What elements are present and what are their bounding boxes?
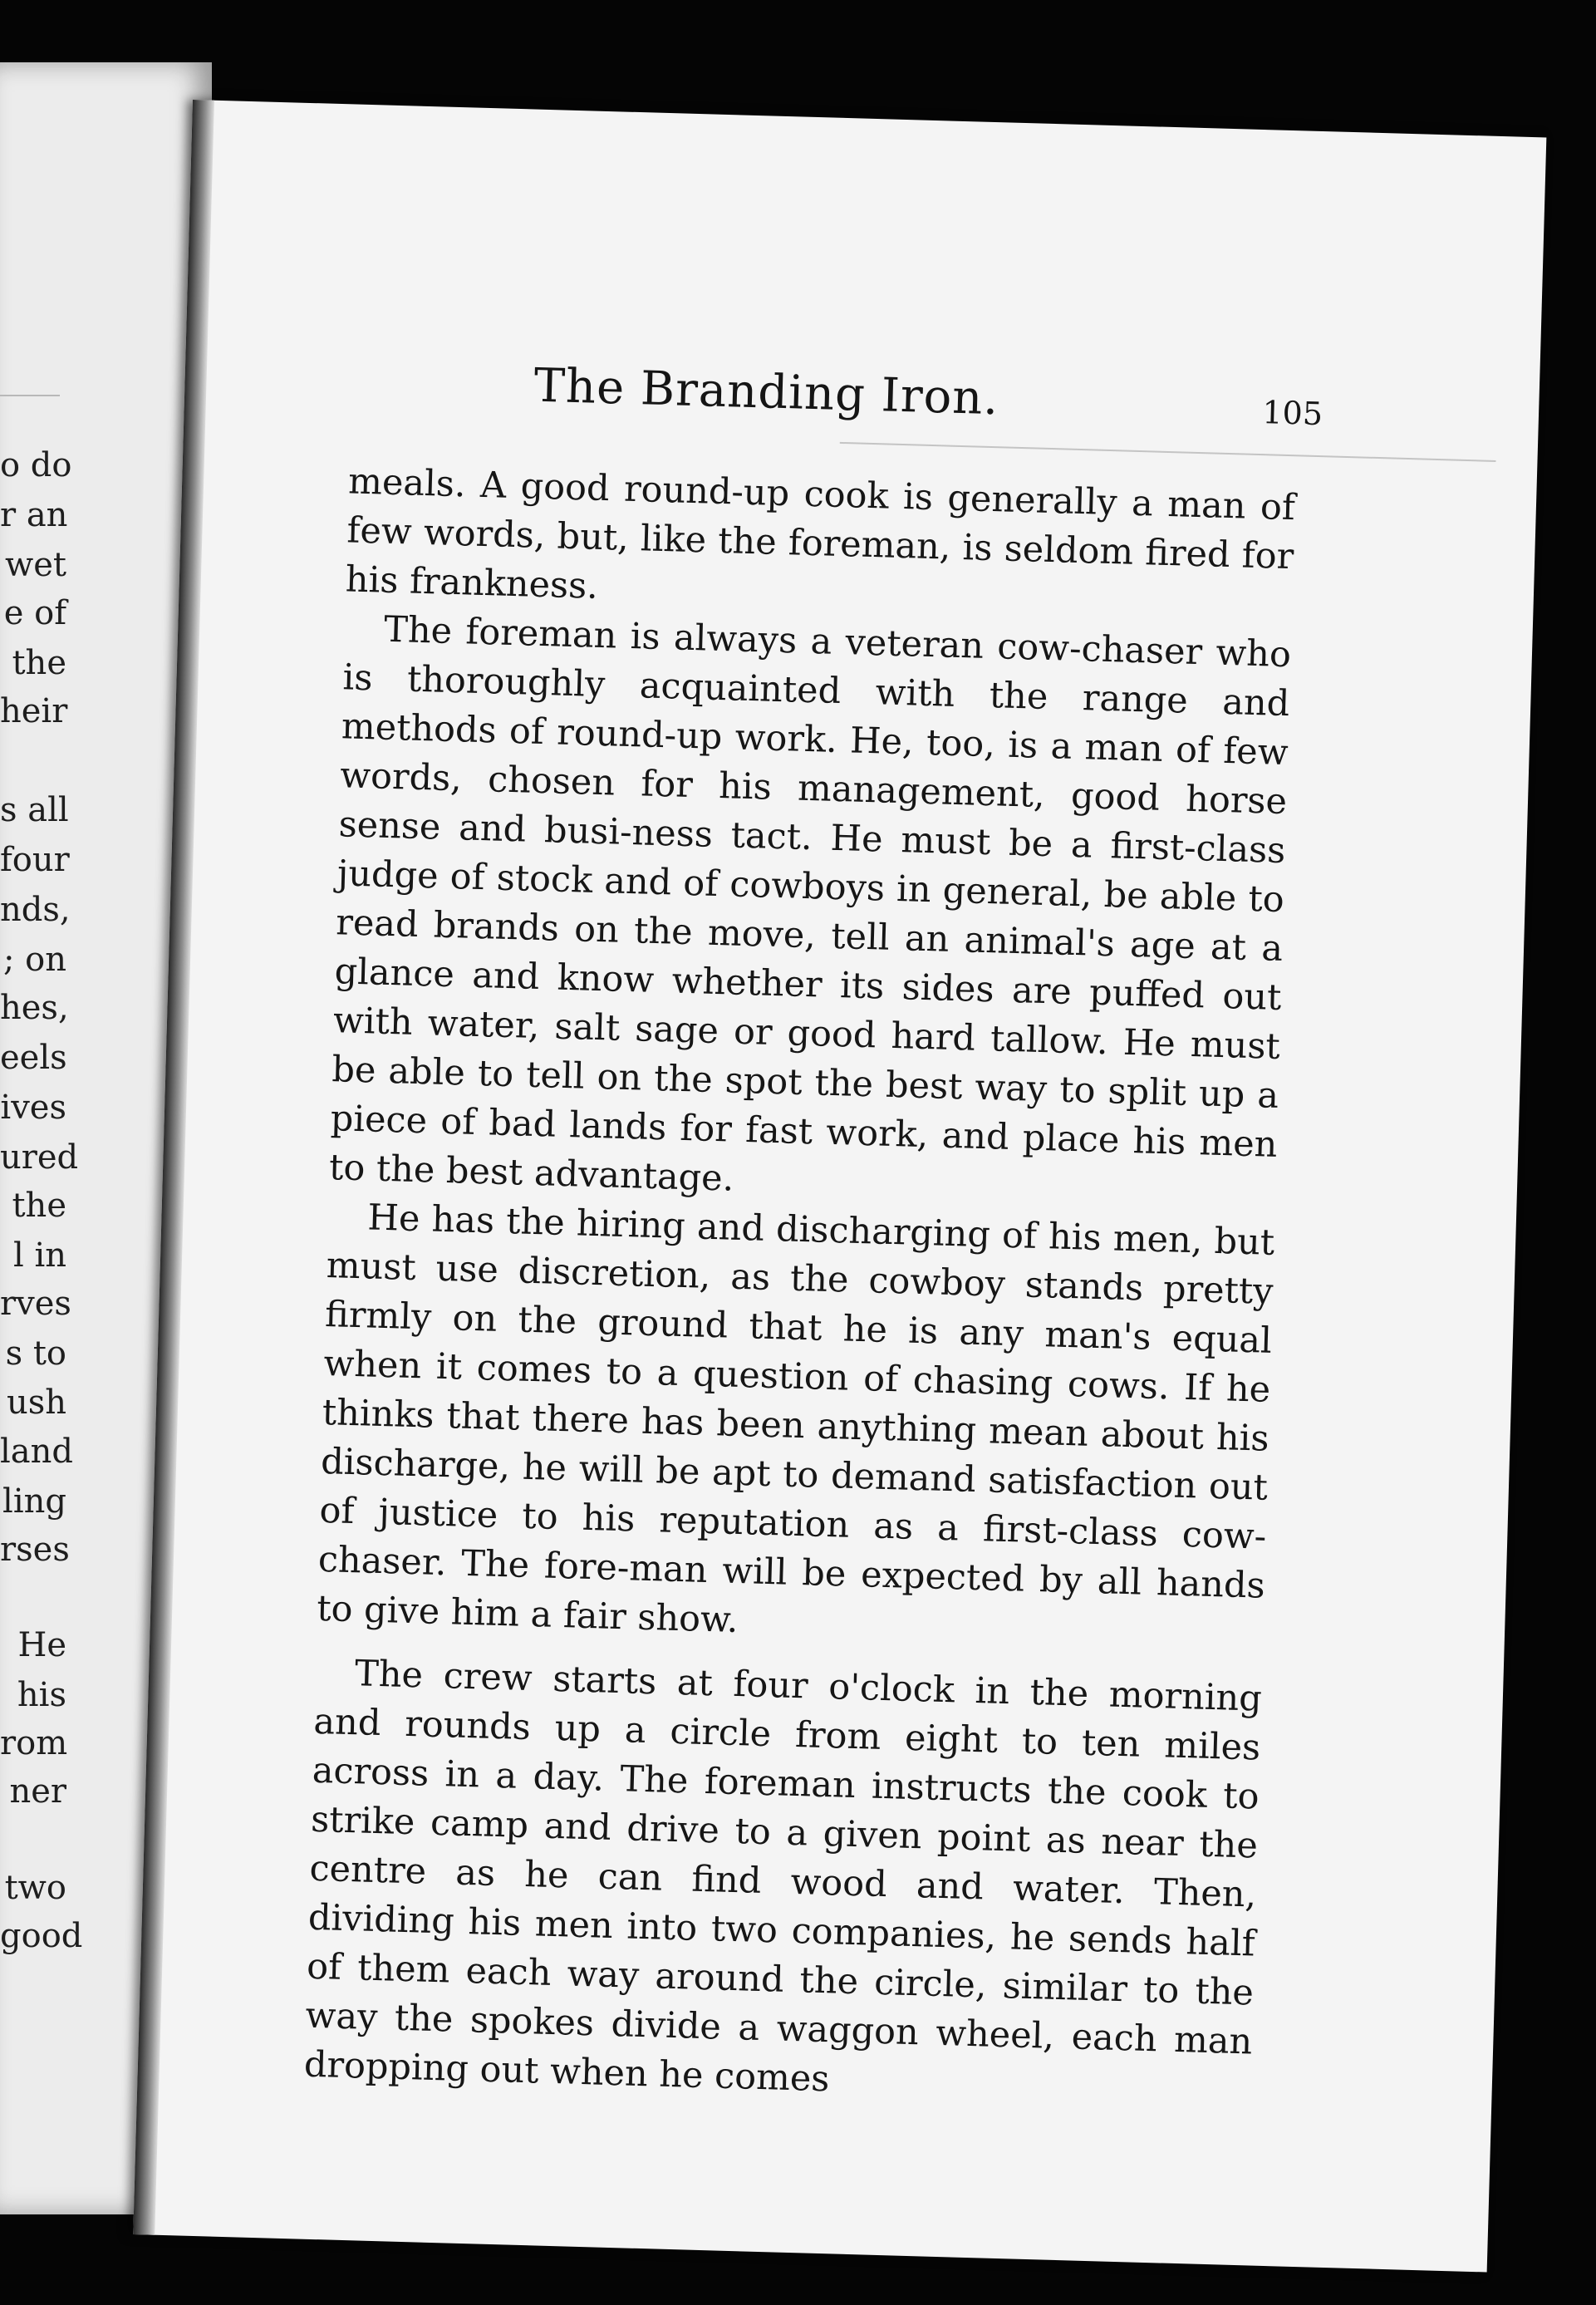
facing-page-fragment: four — [0, 841, 70, 879]
facing-page-fragment: l in — [12, 1236, 66, 1275]
facing-page-fragment: eels — [0, 1039, 67, 1077]
facing-page-fragment: wet — [5, 546, 66, 584]
body-text — [303, 457, 1295, 2116]
book-page — [133, 100, 1546, 2273]
facing-page-fragment: e of — [3, 594, 66, 632]
facing-page-fragment: heir — [0, 692, 68, 730]
facing-page-fragment: nds, — [0, 891, 71, 929]
paragraph: meals. A good round-up cook is generally a man of few words, but, like the foreman, is seldom fired for his frankness. — [345, 460, 1296, 607]
facing-page-fragment: rses — [0, 1531, 70, 1569]
facing-page-fragment: the — [12, 1187, 66, 1225]
facing-page-fragment: his — [17, 1676, 66, 1714]
paragraph: He has the hiring and discharging of his men, but must use discretion, as the cowboy stands pretty firmly on the ground that he is any man's equal when it comes to a question of chasing cows. If he thinks that there has been anything mean about his discharge, he will be apt to demand satisfaction out of justice to his reputation as a first-class cow-chaser. The fore-man will be expected by all hands to give him a fair show. — [316, 1197, 1275, 1642]
facing-page-fragment: ling — [2, 1482, 66, 1521]
facing-page-fragment: s all — [0, 791, 69, 829]
paragraph: The foreman is always a veteran cow-chaser who is thoroughly acquainted with the range and methods of round-up work. He, too, is a man of few words, chosen for his management, good horse sense and busi-ness tact. He must be a first-class judge of stock and of cowboys in general, be able to read brands on the move, tell an animal's age at a glance and know whether its sides are puffed out with water, salt sage or good hard tallow. He must be able to tell on the spot the best way to split up a piece of bad lands for fast work, and place his men to the best advantage. — [328, 608, 1292, 1200]
facing-page-fragment: r an — [0, 496, 68, 534]
facing-page-fragment: s to — [5, 1334, 66, 1373]
facing-page-fragment: rves — [0, 1285, 71, 1323]
facing-page-fragment: good — [0, 1917, 83, 1955]
facing-page-fragment: ives — [0, 1089, 66, 1127]
page-number: 105 — [1261, 394, 1323, 433]
facing-page-fragment: ; on — [2, 941, 66, 979]
facing-page-fragment: hes, — [0, 989, 69, 1027]
facing-page-fragment: land — [0, 1433, 74, 1471]
facing-page-fragment: ush — [6, 1383, 66, 1422]
facing-page-fragment: He — [17, 1626, 66, 1664]
header-rule — [840, 442, 1496, 462]
running-header: The Branding Iron. — [533, 358, 1000, 426]
facing-page-fragment: rom — [0, 1724, 68, 1762]
facing-page-rule — [0, 395, 60, 396]
facing-page-fragment: o do — [0, 446, 72, 484]
facing-page-fragment: the — [12, 644, 66, 682]
facing-page-fragment: two — [4, 1869, 66, 1907]
facing-page-fragment: ner — [9, 1772, 66, 1811]
paragraph: The crew starts at four o'clock in the morning and rounds up a circle from eight to ten miles across in a day. The foreman instructs the cook to strike camp and drive to a given point as near the centre as he can find wood and water. Then, dividing his men into two companies, he sends half of them each way around the circle, similar to the way the spokes divide a waggon wheel, each man dropping out when he comes — [303, 1653, 1263, 2101]
facing-page-fragment: ured — [0, 1138, 79, 1177]
